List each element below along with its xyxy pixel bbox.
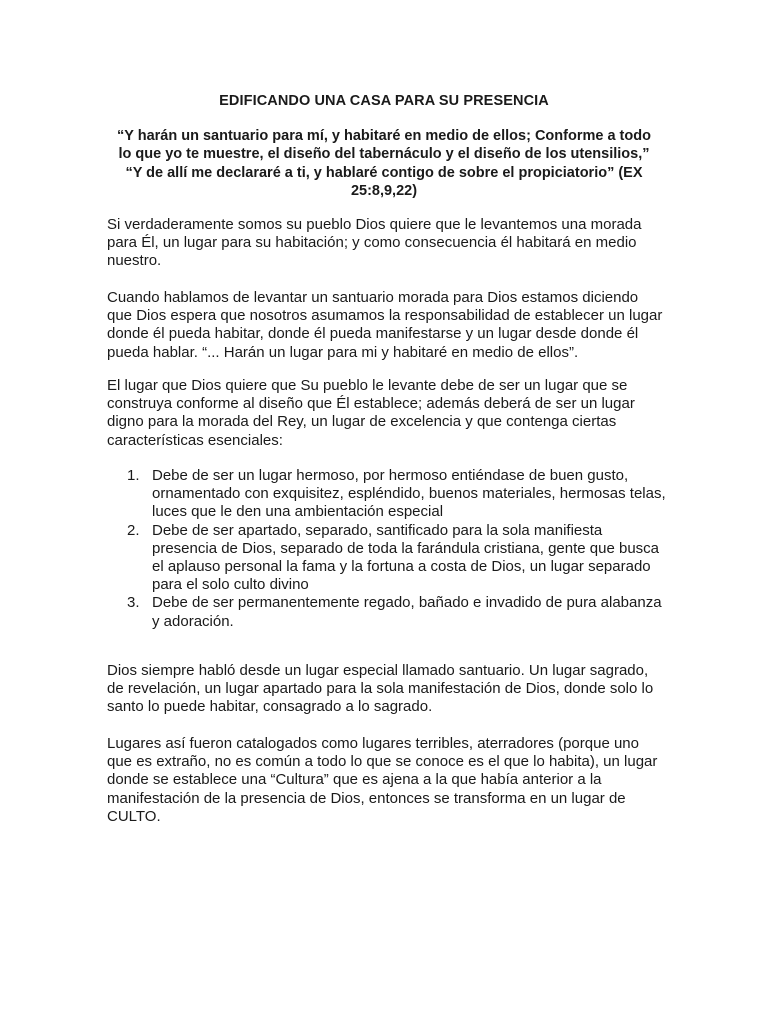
list-item-number: 3. (127, 594, 140, 612)
paragraph-3: El lugar que Dios quiere que Su pueblo le levante debe de ser un lugar que se construya conforme al diseño que Él establece; además deberá de ser un lugar digno para la morada del Rey, un lugar de excelencia y que contenga ciertas características esenciales: (107, 377, 635, 449)
document-title: EDIFICANDO UNA CASA PARA SU PRESENCIA (219, 93, 549, 109)
list-item-text: Debe de ser permanentemente regado, bañado e invadido de pura alabanza y adoración. (152, 594, 662, 630)
list-item (127, 522, 667, 595)
list-item-text: Debe de ser apartado, separado, santificado para la sola manifiesta presencia de Dios, separado de toda la farándula cristiana, gente que busca el aplauso personal la fama y la fortuna a costa de Dios, un lugar separado para el solo culto divino (152, 521, 660, 594)
scripture-quote: “Y harán un santuario para mí, y habitaré en medio de ellos; Conforme a todo lo que yo te muestre, el diseño del tabernáculo y el diseño de los utensilios,” “Y de allí me declararé a ti, y hablaré contigo de sobre el propiciatorio” (EX 25:8,9,22) (117, 128, 651, 199)
characteristics-list (127, 467, 667, 631)
paragraph-1: Si verdaderamente somos su pueblo Dios quiere que le levantemos una morada para Él, un lugar para su habitación; y como consecuencia él habitará en medio nuestro. (107, 216, 642, 270)
list-item-text: Debe de ser un lugar hermoso, por hermoso entiéndase de buen gusto, ornamentado con exquisitez, espléndido, buenos materiales, hermosas telas, luces que le den una ambientación especial (152, 467, 666, 521)
list-item (127, 594, 667, 630)
paragraph-2: Cuando hablamos de levantar un santuario morada para Dios estamos diciendo que Dios espera que nosotros asumamos la responsabilidad de establecer un lugar donde él pueda habitar, donde él pueda manifestarse y un lugar desde donde él pueda hablar. “... Harán un lugar para mi y habitaré en medio de ellos”. (107, 289, 663, 361)
list-item-number: 1. (127, 467, 140, 484)
list-item (127, 467, 667, 522)
list-item-number: 2. (127, 521, 140, 539)
paragraph-4: Dios siempre habló desde un lugar especial llamado santuario. Un lugar sagrado, de revelación, un lugar apartado para la sola manifestación de Dios, donde solo lo santo lo puede habitar, consagrado a lo sagrado. (107, 662, 654, 716)
paragraph-5: Lugares así fueron catalogados como lugares terribles, aterradores (porque uno que es extraño, no es común a todo lo que se conoce es el que lo habita), un lugar donde se establece una “Cultura” que es ajena a la que había anterior a la manifestación de la presencia de Dios, entonces se transforma en un lugar de CULTO. (107, 735, 658, 825)
